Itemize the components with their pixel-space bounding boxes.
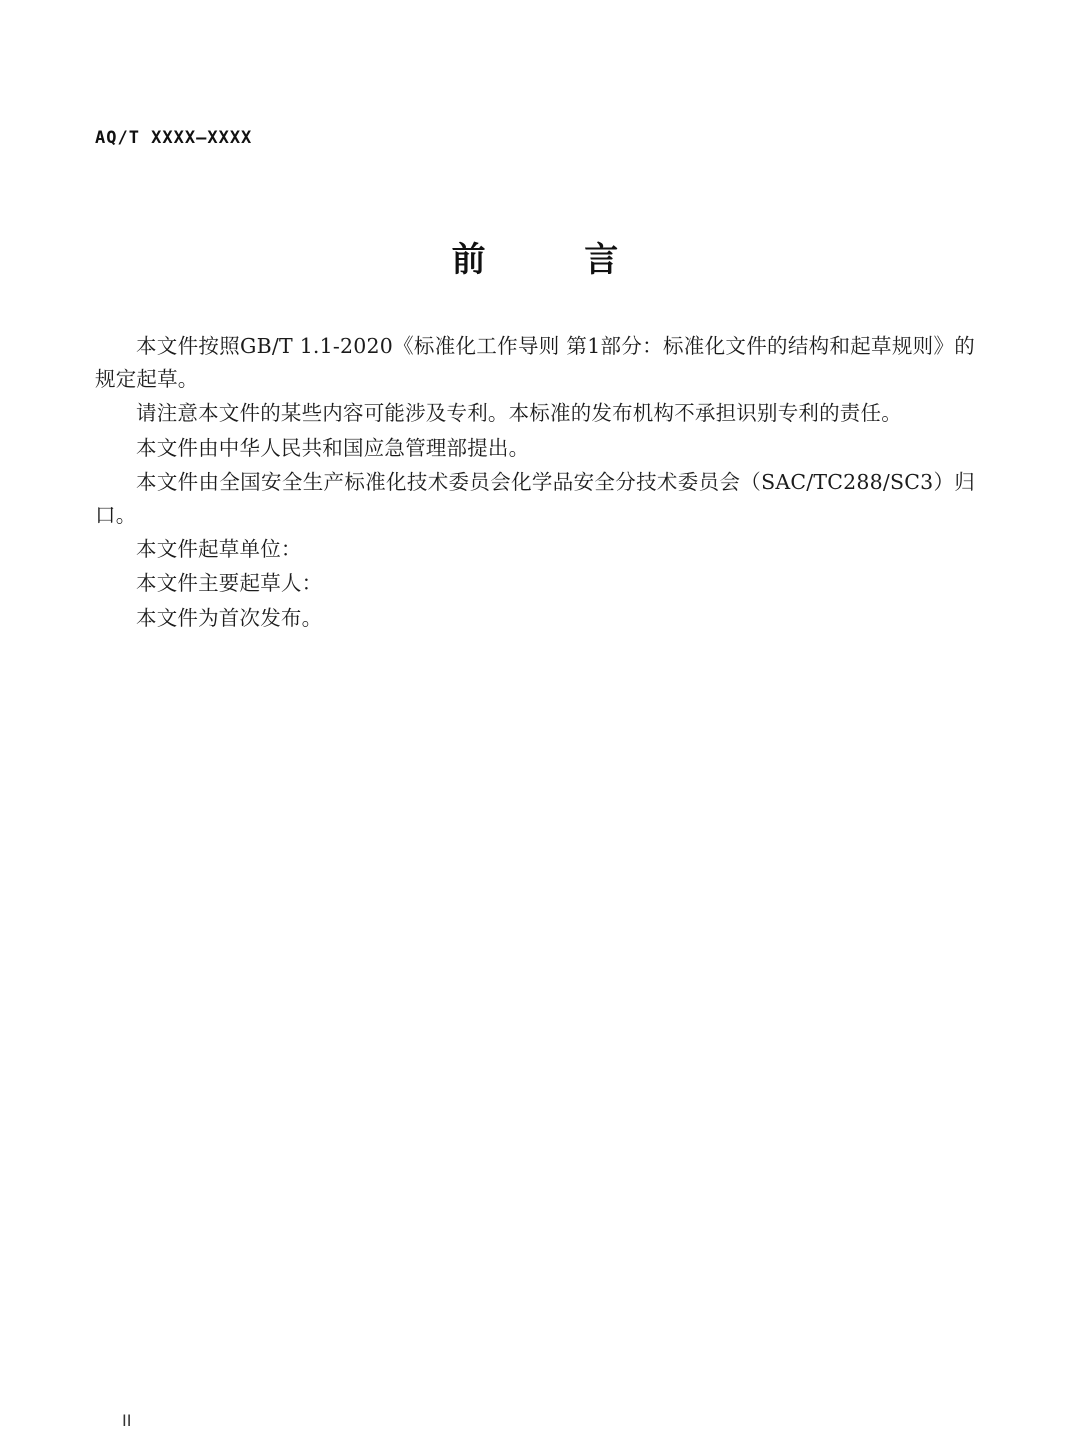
foreword-body bbox=[95, 330, 975, 636]
paragraph: 本文件为首次发布。 bbox=[136, 605, 323, 630]
paragraph: 本文件按照GB/T 1.1-2020《标准化工作导则 第1部分：标准化文件的结构和起草规则》的规定起草。 bbox=[95, 334, 975, 392]
paragraph: 本文件主要起草人： bbox=[136, 571, 323, 596]
page-title: 前 言 bbox=[451, 240, 629, 280]
standard-code-header: AQ/T XXXX—XXXX bbox=[95, 128, 253, 148]
paragraph: 本文件起草单位： bbox=[136, 537, 302, 562]
page-number: II bbox=[122, 1411, 132, 1430]
paragraph: 本文件由全国安全生产标准化技术委员会化学品安全分技术委员会（SAC/TC288/SC3）归口。 bbox=[95, 469, 975, 528]
paragraph: 本文件由中华人民共和国应急管理部提出。 bbox=[136, 435, 530, 460]
paragraph: 请注意本文件的某些内容可能涉及专利。本标准的发布机构不承担识别专利的责任。 bbox=[136, 401, 902, 426]
